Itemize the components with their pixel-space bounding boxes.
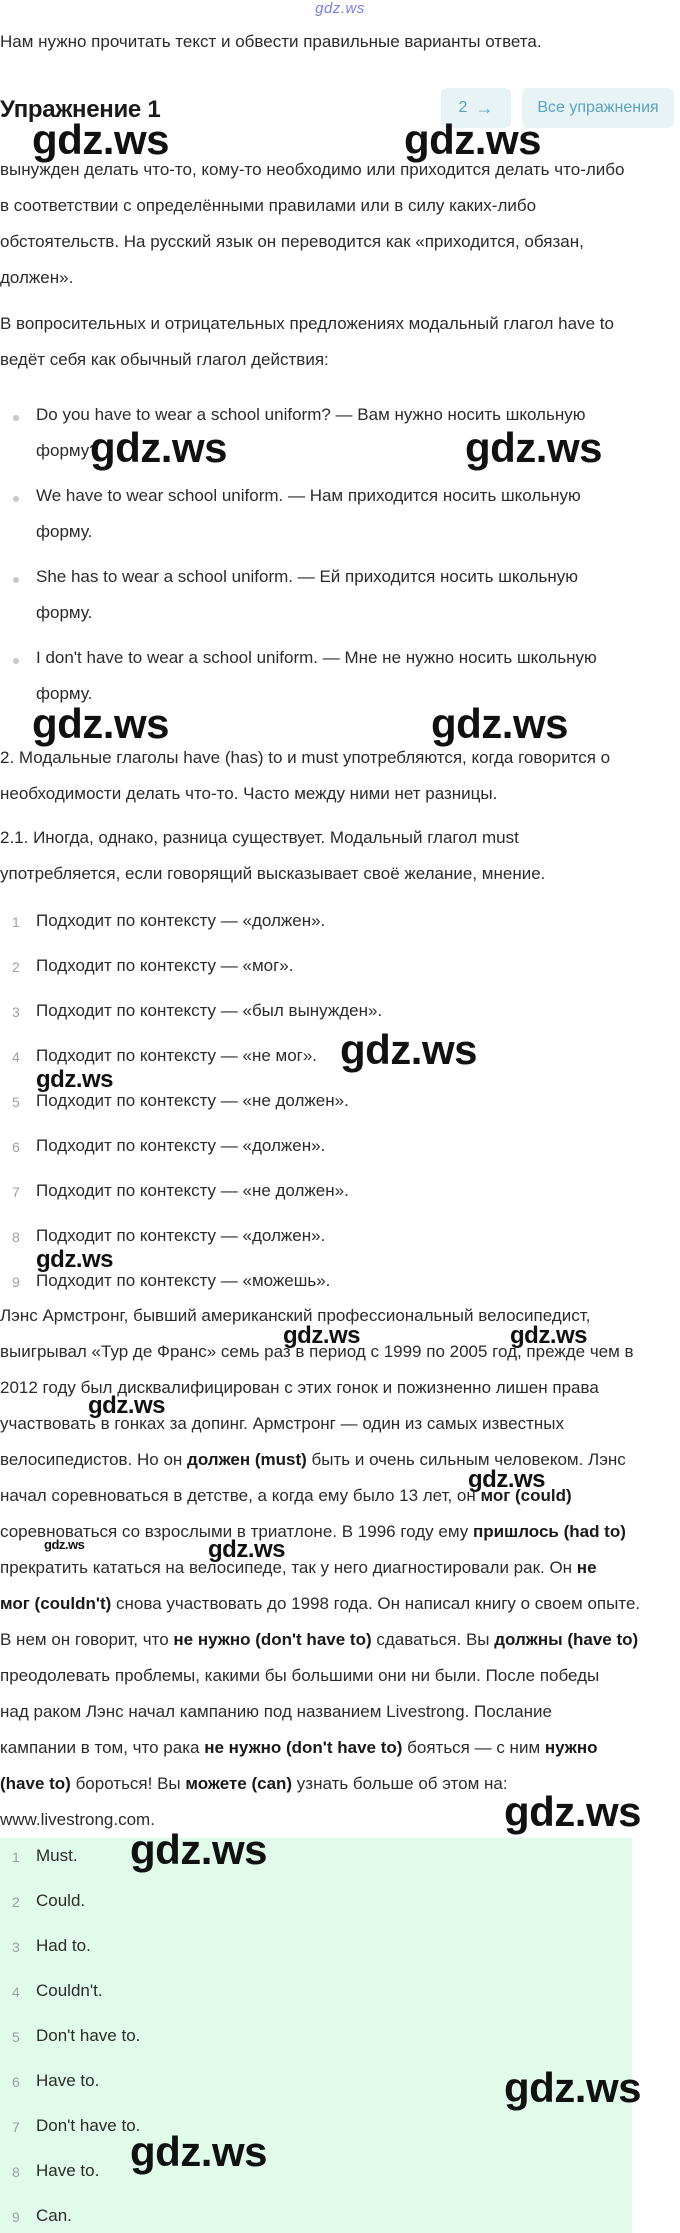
item-number: 6 [12, 1139, 20, 1155]
item-number: 2 [12, 959, 20, 975]
item-number: 1 [12, 914, 20, 930]
watermark: gdz.ws [504, 1788, 642, 1835]
story-line: соревноваться со взрослыми в триатлоне. В 1996 году ему пришлось (had to) [0, 1522, 626, 1541]
item-number: 4 [12, 1049, 20, 1065]
context-item: Подходит по контексту — «был вынужден». [36, 1001, 383, 1020]
story-line: велосипедистов. Но он должен (must) быть и очень сильным человеком. Лэнс [0, 1450, 626, 1469]
highlight: не нужно (don't have to) [173, 1630, 372, 1649]
context-item: Подходит по контексту — «можешь». [36, 1271, 331, 1290]
example-line: форму. [36, 522, 93, 541]
item-number: 3 [12, 1939, 20, 1955]
story-line: (have to) бороться! Вы можете (can) узнать больше об этом на: [0, 1774, 508, 1793]
paragraph-line: ведёт себя как обычный глагол действия: [0, 350, 329, 369]
story-line: 2012 году был дисквалифицирован с этих гонок и пожизненно лишен права [0, 1378, 599, 1397]
item-number: 3 [12, 1004, 20, 1020]
answer-item: Had to. [36, 1936, 91, 1955]
watermark: gdz.ws [208, 1536, 286, 1563]
watermark: gdz.ws [465, 424, 603, 471]
arrow-right-icon: → [475, 97, 494, 118]
item-number: 2 [12, 1894, 20, 1910]
story-line: участвовать в гонках за допинг. Армстронг — один из самых известных [0, 1414, 564, 1433]
watermark: gdz.ws [510, 1322, 588, 1349]
paragraph-line: необходимости делать что-то. Часто между ними нет разницы. [0, 784, 498, 803]
answer-item: Don't have to. [36, 2026, 141, 2045]
watermark: gdz.ws [340, 1026, 478, 1073]
bullet-icon [13, 577, 19, 583]
context-item: Подходит по контексту — «мог». [36, 956, 294, 975]
context-item: Подходит по контексту — «не должен». [36, 1181, 349, 1200]
paragraph-line: 2.1. Иногда, однако, разница существует. Модальный глагол must [0, 828, 519, 847]
watermark: gdz.ws [431, 700, 569, 747]
story-line: Лэнс Армстронг, бывший американский профессиональный велосипедист, [0, 1306, 591, 1325]
bullet-icon [13, 658, 19, 664]
watermark: gdz.ws [283, 1322, 361, 1349]
item-number: 6 [12, 2074, 20, 2090]
all-exercises-button[interactable] [522, 88, 674, 128]
answer-item: Have to. [36, 2071, 100, 2090]
bullet-icon [13, 415, 19, 421]
item-number: 7 [12, 2119, 20, 2135]
watermark: gdz.ws [90, 424, 228, 471]
answer-item: Could. [36, 1891, 86, 1910]
example-line: форму. [36, 603, 93, 622]
paragraph-line: 2. Модальные глаголы have (has) to и must употребляются, когда говорится о [0, 748, 611, 767]
paragraph-line: должен». [0, 268, 74, 287]
answer-item: Don't have to. [36, 2116, 141, 2135]
watermark: gdz.ws [36, 1066, 114, 1093]
item-number: 9 [12, 1274, 20, 1290]
exercise-title: Упражнение 1 [0, 96, 161, 123]
story-line: начал соревноваться в детстве, а когда ему было 13 лет, он мог (could) [0, 1486, 572, 1505]
story-link[interactable]: www.livestrong.com. [0, 1810, 155, 1829]
watermark: gdz.ws [36, 1246, 114, 1273]
item-number: 8 [12, 2164, 20, 2180]
highlight: нужно [544, 1738, 598, 1757]
answer-item: Couldn't. [36, 1981, 103, 2000]
highlight: мог (could) [480, 1486, 572, 1505]
highlight: можете (can) [185, 1774, 293, 1793]
paragraph-line: употребляется, если говорящий высказывает своё желание, мнение. [0, 864, 546, 883]
site-logo[interactable]: gdz.ws [315, 0, 365, 17]
story-line: кампании в том, что рака не нужно (don't have to) бояться — с ним нужно [0, 1738, 598, 1757]
watermark: gdz.ws [468, 1466, 546, 1493]
watermark: gdz.ws [88, 1392, 166, 1419]
example-line: форму? [36, 441, 99, 460]
watermark: gdz.ws [32, 700, 170, 747]
watermark: gdz.ws [404, 116, 542, 163]
example-line: She has to wear a school uniform. — Ей приходится носить школьную [36, 567, 578, 586]
watermark: gdz.ws [44, 1537, 85, 1552]
paragraph-line: вынужден делать что-то, кому-то необходимо или приходится делать что-либо [0, 160, 625, 179]
highlight: (have to) [0, 1774, 71, 1793]
answer-item: Have to. [36, 2161, 100, 2180]
context-item: Подходит по контексту — «не должен». [36, 1091, 349, 1110]
example-line: форму. [36, 684, 93, 703]
item-number: 9 [12, 2209, 20, 2225]
context-item: Подходит по контексту — «должен». [36, 911, 326, 930]
answer-item: Can. [36, 2206, 72, 2225]
item-number: 1 [12, 1849, 20, 1865]
watermark: gdz.ws [32, 116, 170, 163]
story-line: мог (couldn't) снова участвовать до 1998 года. Он написал книгу о своем опыте. [0, 1594, 641, 1613]
paragraph-line: в соответствии с определёнными правилами или в силу каких-либо [0, 196, 537, 215]
all-exercises-label: Все упражнения [537, 99, 659, 116]
item-number: 5 [12, 2029, 20, 2045]
highlight: должен (must) [187, 1450, 307, 1469]
watermark: gdz.ws [504, 2064, 642, 2111]
story-line: выигрывал «Тур де Франс» семь раз в период с 1999 по 2005 год, прежде чем в [0, 1342, 634, 1361]
highlight: не [576, 1558, 597, 1577]
context-item: Подходит по контексту — «должен». [36, 1226, 326, 1245]
watermark: gdz.ws [130, 1826, 268, 1873]
context-item: Подходит по контексту — «должен». [36, 1136, 326, 1155]
next-exercise-label: 2 [458, 99, 468, 116]
answer-item: Must. [36, 1846, 78, 1865]
story-line: над раком Лэнс начал кампанию под названием Livestrong. Послание [0, 1702, 552, 1721]
intro-text: Нам нужно прочитать текст и обвести правильные варианты ответа. [0, 32, 542, 51]
paragraph-line: обстоятельств. На русский язык он переводится как «приходится, обязан, [0, 232, 584, 251]
story-line: В нем он говорит, что не нужно (don't have to) сдаваться. Вы должны (have to) [0, 1630, 639, 1649]
item-number: 7 [12, 1184, 20, 1200]
item-number: 5 [12, 1094, 20, 1110]
item-number: 4 [12, 1984, 20, 2000]
highlight: мог (couldn't) [0, 1594, 112, 1613]
example-line: Do you have to wear a school uniform? — Вам нужно носить школьную [36, 405, 586, 424]
highlight: должны (have to) [494, 1630, 639, 1649]
story-line: прекратить кататься на велосипеде, так у него диагностировали рак. Он не [0, 1558, 597, 1577]
watermark: gdz.ws [130, 2128, 268, 2175]
story-line: преодолевать проблемы, какими бы большими они ни были. После победы [0, 1666, 600, 1685]
example-line: I don't have to wear a school uniform. — Мне не нужно носить школьную [36, 648, 597, 667]
context-item: Подходит по контексту — «не мог». [36, 1046, 318, 1065]
highlight: пришлось (had to) [472, 1522, 626, 1541]
bullet-icon [13, 496, 19, 502]
item-number: 8 [12, 1229, 20, 1245]
highlight: не нужно (don't have to) [204, 1738, 403, 1757]
example-line: We have to wear school uniform. — Нам приходится носить школьную [36, 486, 581, 505]
paragraph-line: В вопросительных и отрицательных предложениях модальный глагол have to [0, 314, 614, 333]
